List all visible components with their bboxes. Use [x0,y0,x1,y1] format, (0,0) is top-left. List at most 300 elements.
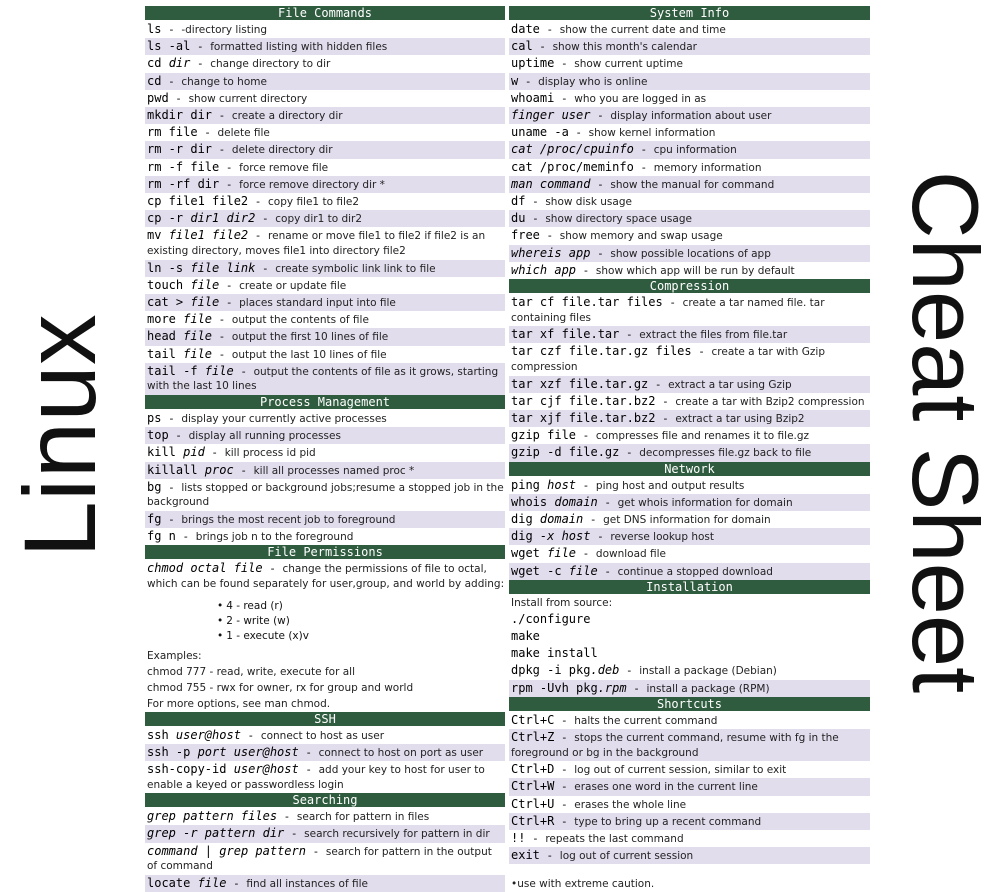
command-description: change the permissions of file to octal, which can be found separately for user,group, and world by adding: [147,563,505,591]
section-shortcuts [509,697,870,865]
command-row [509,245,870,262]
command-description: -directory listing [181,24,268,36]
command-description: extract a tar using Gzip [668,378,792,391]
command-description: search for pattern in files [296,811,430,824]
separator: - [539,23,560,36]
separator: - [648,377,669,391]
command-row [509,545,870,562]
command-row [145,90,505,107]
command-row [145,444,505,461]
command-text: bg [147,479,162,494]
command-description: create symbolic link link to file [275,262,436,275]
command-text: cal [511,39,533,54]
command-description: create a tar named file. tar containing files [511,297,825,324]
command-text: tar cjf file.tar.bz2 [511,393,656,408]
command-description: delete file [217,127,270,140]
separator: - [576,429,596,443]
command-row [509,563,870,580]
separator: - [248,195,269,209]
separator: - [161,23,182,36]
command-description: display who is online [538,75,648,88]
command-row [509,262,870,279]
command-text: Ctrl+U [511,796,555,811]
command-description: display your currently active processes [181,413,387,426]
separator: - [532,40,553,54]
command-row [509,376,870,393]
command-row [509,494,870,511]
command-text: gzip file [511,428,577,443]
command-row [509,141,870,158]
command-description: lists stopped or background jobs;resume a stopped job in the background [147,481,504,509]
separator: - [554,797,575,811]
command-text: cp file1 file2 [147,194,249,209]
separator: - [576,263,596,277]
command-row [145,744,505,761]
command-text: rm file [147,125,198,140]
separator: - [554,780,575,794]
separator: - [255,212,276,226]
command-description: show memory and swap usage [559,230,723,243]
command-text: tail file [147,346,213,361]
command-text: chmod octal file [147,561,263,576]
separator: - [525,195,546,209]
permission-bullets [145,599,505,644]
section-header: Searching [145,793,505,807]
separator: - [240,728,261,742]
command-description: log out of current session [559,850,694,863]
command-description: create a directory dir [231,110,343,123]
command-text: Ctrl+Z [511,730,555,745]
separator: - [161,513,182,527]
permission-bullet: • 1 - execute (x)v [217,629,505,644]
command-row [145,107,505,124]
command-row [509,193,870,210]
separator: - [277,810,297,824]
install-step [509,628,870,645]
command-text: cat /proc/cpuinfo [511,142,634,157]
separator: - [212,347,232,361]
section-header: Process Management [145,395,505,409]
command-row [509,712,870,729]
command-description: output the last 10 lines of file [231,348,387,361]
command-text: fg [147,512,162,527]
separator: - [190,57,211,71]
command-text: rm -f file [147,159,220,174]
command-description: show disk usage [545,196,632,209]
command-text: free [511,228,540,243]
command-description: delete directory dir [231,144,333,157]
more-options-note: For more options, see man chmod. [147,697,331,710]
command-row [145,462,505,479]
command-text: exit [511,848,540,863]
install-intro: Install from source: [511,596,613,609]
command-description: type to bring up a recent command [574,815,762,828]
command-row [509,528,870,545]
command-row [145,311,505,328]
command-text: w [511,73,519,88]
separator: - [518,74,539,88]
command-row [509,343,870,375]
command-description: halts the current command [574,714,718,727]
command-row [509,294,870,326]
separator: - [655,412,676,426]
command-description: decompresses file.gz back to file [639,447,812,460]
right-column [509,6,870,890]
command-text: killall proc [147,462,234,477]
separator: - [590,246,611,260]
command-description: continue a stopped download [617,565,773,578]
separator: - [619,446,640,460]
command-description: places standard input into file [239,297,396,310]
command-text: Ctrl+R [511,813,555,828]
command-description: change to home [181,75,267,88]
command-row [145,363,505,395]
command-description: erases the whole line [574,798,687,811]
command-row [145,73,505,90]
command-row [145,761,505,793]
command-description: memory information [653,161,762,174]
separator: - [248,229,269,243]
separator: - [568,126,589,140]
section-header: Compression [509,279,870,293]
separator: - [284,827,305,841]
command-text: make install [511,646,598,661]
command-description: output the contents of file as it grows, starting with the last 10 lines [147,365,499,393]
command-row [145,294,505,311]
separator: - [539,229,560,243]
command-text: grep -r pattern dir [147,826,285,841]
command-text: Ctrl+C [511,712,555,727]
title-cheat-sheet: Cheat Sheet [893,170,998,694]
separator: - [619,328,640,342]
command-description: extract a tar using Bzip2 [675,413,805,426]
separator: - [212,143,232,157]
command-text: head file [147,329,213,344]
command-description: log out of current session, similar to exit [574,764,787,777]
separator: - [305,844,326,858]
command-row [145,825,505,842]
command-description: connect to host as user [260,729,385,742]
separator: - [554,57,575,71]
command-text: df [511,194,526,209]
command-row [509,761,870,778]
separator: - [633,160,654,174]
command-description: display information about user [610,110,772,123]
section-file-commands [145,6,505,395]
command-text: ls -al [147,39,191,54]
separator: - [168,429,189,443]
command-row [145,141,505,158]
command-row [145,875,505,892]
command-text: dig domain [511,512,584,527]
command-row [145,193,505,210]
separator: - [204,446,225,460]
command-row [509,326,870,343]
separator: - [576,547,596,561]
section-process-management [145,395,505,545]
section-network [509,462,870,580]
separator: - [525,832,546,846]
command-text: dig -x host [511,529,591,544]
command-description: install a package (RPM) [646,682,770,695]
command-row [145,511,505,528]
command-row [509,210,870,227]
command-row [145,124,505,141]
section-installation [509,580,870,697]
command-text: whois domain [511,494,598,509]
section-header: System Info [509,6,870,20]
install-step [509,645,870,662]
command-text: dpkg -i pkg.deb [511,663,620,678]
separator: - [255,261,276,275]
command-row [145,176,505,193]
command-row [509,680,870,697]
command-row [145,21,505,38]
command-row [509,427,870,444]
separator: - [626,681,647,695]
command-text: cat > file [147,295,220,310]
separator: - [168,91,189,105]
command-text: ps [147,411,162,426]
command-row [145,227,505,259]
command-row [509,21,870,38]
command-text: wget file [511,546,577,561]
command-description: get DNS information for domain [603,514,771,527]
command-row [145,38,505,55]
command-row [145,528,505,545]
command-description: show which app will be run by default [595,264,795,277]
command-description: repeats the last command [545,833,684,846]
separator: - [226,876,247,890]
command-description: install a package (Debian) [639,665,777,678]
command-description: ping host and output results [595,479,745,492]
command-row [509,124,870,141]
command-row [145,277,505,294]
example-line: chmod 755 - rwx for owner, rx for group and world [147,681,414,694]
command-description: connect to host on port as user [318,746,484,759]
command-description: brings job n to the foreground [195,531,354,544]
section-header: Installation [509,580,870,594]
example-line: chmod 777 - read, write, execute for all [147,665,355,678]
separator: - [554,713,575,727]
command-description: rename or move file1 to file2 if file2 is an existing directory, moves file1 into directory file2 [147,230,486,258]
examples-label: Examples: [147,649,202,662]
command-description: force remove file [239,161,329,174]
separator: - [175,530,196,544]
command-description: copy dir1 to dir2 [275,213,363,226]
command-description: kill all processes named proc * [253,464,415,477]
command-text: date [511,22,540,36]
command-text: tar czf file.tar.gz files [511,344,692,359]
command-text: rpm -Uvh pkg.rpm [511,680,627,695]
command-text: cp -r dir1 dir2 [147,211,256,226]
command-text: mv file1 file2 [147,228,249,243]
separator: - [161,74,182,88]
command-description: copy file1 to file2 [268,196,360,209]
command-description: output the contents of file [231,314,369,327]
permission-bullet: • 2 - write (w) [217,614,505,629]
command-description: reverse lookup host [610,531,715,544]
command-description: cpu information [653,144,737,157]
separator: - [219,296,240,310]
separator: - [233,364,254,378]
section-file-permissions [145,545,505,711]
command-text: rm -r dir [147,142,213,157]
command-description: show directory space usage [545,213,692,226]
command-text: Ctrl+D [511,762,555,777]
command-text: uptime [511,56,555,71]
command-text: more file [147,312,213,327]
command-row [145,159,505,176]
separator: - [554,814,575,828]
command-row [509,176,870,193]
command-description: download file [595,548,667,561]
section-system-info [509,6,870,279]
title-linux: Linux [3,314,117,558]
separator: - [554,763,575,777]
command-text: gzip -d file.gz [511,445,620,460]
command-row [145,479,505,511]
command-row [509,813,870,830]
separator: - [691,345,712,359]
separator: - [298,763,319,777]
command-row [509,662,870,679]
section-searching [145,793,505,892]
command-row [145,808,505,825]
command-text: ssh -p port user@host [147,744,299,759]
command-description: erases one word in the current line [574,781,758,794]
command-text: ls [147,22,162,36]
command-text: du [511,211,526,226]
command-description: show possible locations of app [610,247,771,260]
command-row [509,393,870,410]
command-row [509,410,870,427]
separator: - [190,40,211,54]
separator: - [590,530,611,544]
command-text: top [147,428,169,443]
section-ssh [145,712,505,794]
command-text: cd [147,73,162,88]
section-header: Shortcuts [509,697,870,711]
command-row [509,444,870,461]
command-text: cat /proc/meminfo [511,159,634,174]
command-description: create a tar with Bzip2 compression [675,395,865,408]
command-row [145,55,505,72]
section-header: Network [509,462,870,476]
separator: - [554,91,575,105]
separator: - [662,296,683,310]
command-description: show kernel information [588,127,716,140]
separator: - [655,394,676,408]
command-text: finger user [511,108,591,123]
separator: - [590,177,611,191]
separator: - [197,126,218,140]
command-description: search recursively for pattern in dir [304,828,490,841]
command-text: grep pattern files [147,809,278,824]
command-description: show the current date and time [559,24,726,36]
install-step [509,611,870,628]
command-text: tail -f file [147,363,234,378]
command-text: whoami [511,90,555,105]
command-row [509,227,870,244]
command-row [509,107,870,124]
command-description: change directory to dir [210,58,331,71]
command-text: touch file [147,277,220,292]
command-row [509,830,870,847]
separator: - [554,731,575,745]
command-row [145,346,505,363]
command-description: show this month's calendar [552,41,697,54]
separator: - [219,160,240,174]
command-description: extract the files from file.tar [639,329,788,342]
command-row [509,796,870,813]
command-text: tar cf file.tar files [511,295,663,310]
command-description: compresses file and renames it to file.gz [595,430,810,443]
separator: - [219,177,240,191]
command-text: ping host [511,477,577,492]
separator: - [633,143,654,157]
command-text: mkdir dir [147,108,213,123]
command-text: tar xzf file.tar.gz [511,376,649,391]
command-description: formatted listing with hidden files [210,41,388,54]
command-row [145,427,505,444]
command-description: output the first 10 lines of file [231,331,389,344]
command-description: kill process id pid [224,447,316,460]
command-description: force remove directory dir * [239,178,385,191]
command-description: find all instances of file [246,877,368,890]
command-text: locate file [147,875,227,890]
command-row [509,477,870,494]
command-description: show current uptime [574,58,683,71]
left-column [145,6,505,892]
command-description: create a tar with Gzip compression [511,346,825,374]
separator: - [161,480,182,494]
section-header: File Commands [145,6,505,20]
command-text: wget -c file [511,563,598,578]
command-row [145,727,505,744]
command-row [145,260,505,277]
permissions-intro [145,560,505,592]
separator: - [233,463,254,477]
separator: - [576,478,596,492]
command-row [145,843,505,875]
command-description: create or update file [239,279,347,292]
command-row [145,410,505,427]
command-text: tar xjf file.tar.bz2 [511,411,656,426]
footnote-caution: •use with extreme caution. [511,878,655,891]
permission-bullet: • 4 - read (r) [217,599,505,614]
command-text: make [511,629,540,644]
command-row [509,778,870,795]
command-text: rm -rf dir [147,176,220,191]
section-header: SSH [145,712,505,726]
separator: - [583,513,604,527]
command-description: search for pattern in the output of command [147,845,492,873]
command-text: !! [511,831,526,846]
command-description: add your key to host for user to enable a keyed or passwordless login [147,764,485,791]
separator: - [597,564,618,578]
separator: - [298,745,319,759]
command-text: pwd [147,90,169,105]
command-row [509,847,870,864]
command-text: which app [511,262,577,277]
command-text: tar xf file.tar [511,327,620,342]
separator: - [590,109,611,123]
separator: - [219,278,240,292]
section-header: File Permissions [145,545,505,559]
command-text: kill pid [147,445,205,460]
command-text: ln -s file link [147,260,256,275]
